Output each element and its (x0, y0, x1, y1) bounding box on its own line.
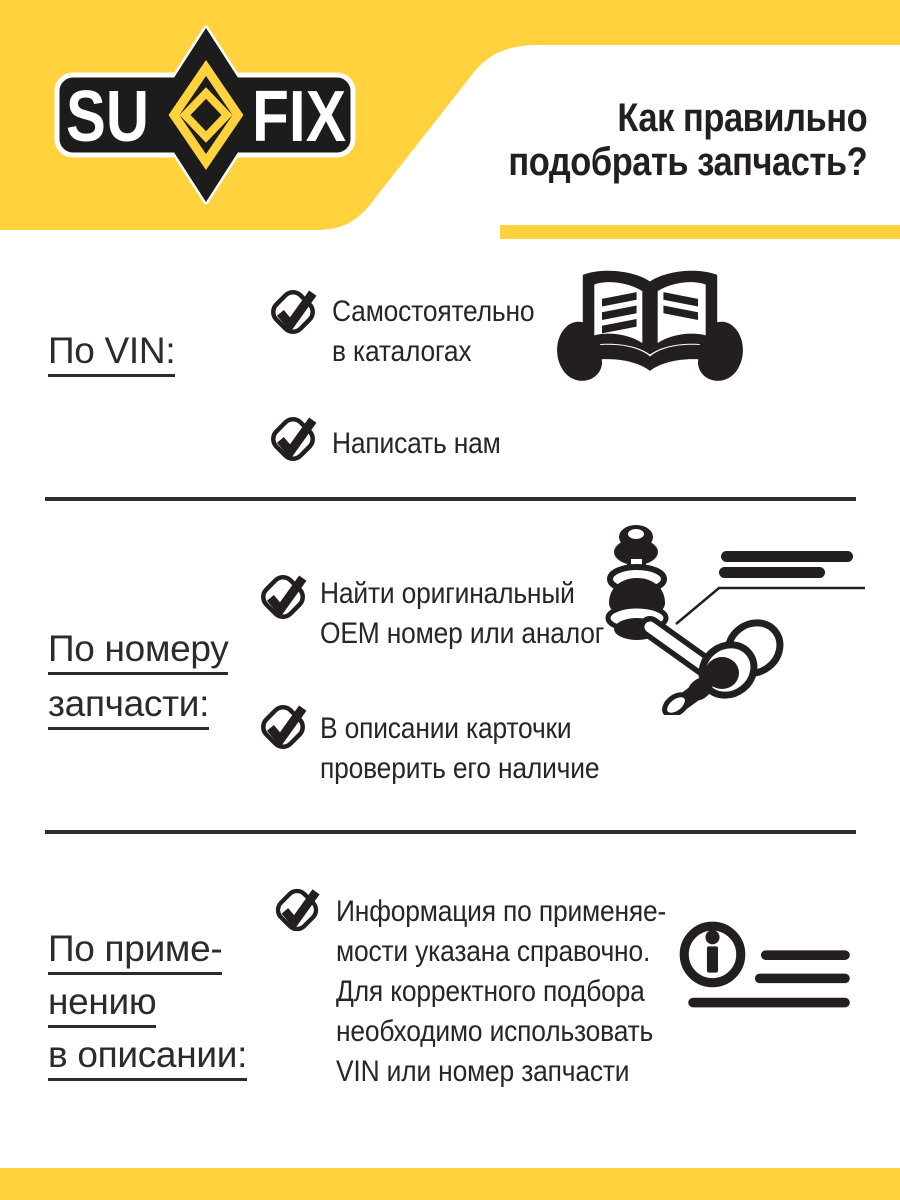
logo-word-fix: FIX (252, 77, 346, 157)
open-catalog-in-hands-icon (554, 266, 746, 396)
page-title-line1: Как правильно (617, 96, 867, 140)
section-divider (45, 830, 856, 834)
footer-yellow-bar (0, 1168, 900, 1200)
logo-word-su: SU (66, 77, 149, 157)
info-circle-icon (676, 912, 858, 1018)
section-application-heading: По приме- нению в описании: (48, 928, 247, 1087)
page-title-line2: подобрать запчасть? (508, 140, 867, 184)
page-title (508, 96, 867, 184)
part-number-item-2-text: В описании карточки проверить его наличие (320, 712, 600, 785)
stabilizer-link-part-icon (588, 515, 873, 715)
check-icon (256, 700, 310, 754)
check-icon (256, 570, 310, 624)
section-vin-heading: По VIN: (48, 330, 175, 383)
check-icon (271, 884, 323, 936)
section-divider (45, 497, 856, 501)
check-icon (266, 285, 320, 339)
application-item-text: Информация по применяе- мости указана справочно. Для корректного подбора необходимо использовать VIN или номер запчасти (336, 895, 667, 1088)
section-part-number-heading: По номеру запчасти: (48, 628, 228, 738)
check-icon (266, 412, 320, 466)
title-underline-bar (500, 225, 900, 239)
vin-item-1-text: Самостоятельно в каталогах (332, 295, 535, 368)
part-number-item-1-text: Найти оригинальный OEM номер или аналог (320, 577, 605, 650)
vin-item-2-text: Написать нам (332, 427, 501, 460)
